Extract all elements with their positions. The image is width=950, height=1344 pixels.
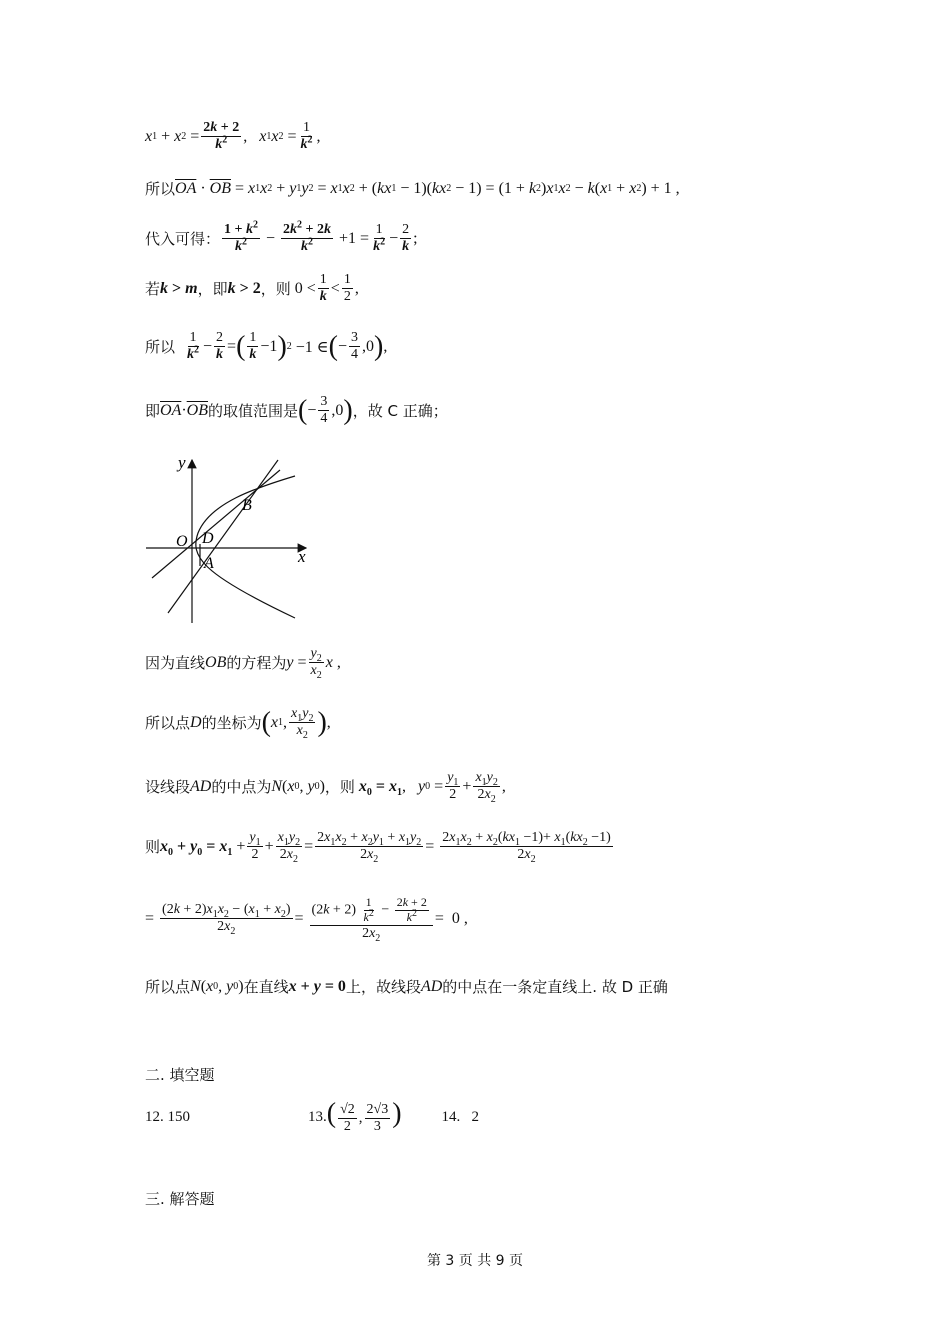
line-d-coordinate: 所以点 D 的坐标为 ( x 1 , $\frac{x_1y_2}{x_2}$ ) ,: [145, 706, 331, 741]
section-title-fill: 二. 填空题: [145, 1066, 215, 1084]
answer-14-num: 14.: [441, 1109, 461, 1126]
answer-12-num: 12.: [145, 1109, 164, 1126]
line-midpoint: 设线段 AD 的中点为 N ( x 0 , y 0 ) ，则 $x_0 = x_1$ , y 0 = $\frac{y_1}{2}$ + $\frac{x_1y_2}{2x_2}$ ,: [145, 770, 506, 805]
line-ob-equation: 因为直线 OB 的方程为 y = $\frac{y_2}{x_2}$ x ,: [145, 646, 341, 681]
line-sum-x0-y0: 则 $x_0 + y_0 = x_1$ + $\frac{y_1}{2}$ + $\frac{x_1y_2}{2x_2}$ = $\frac{2x_1x_2 + x_2y_1 + x_1y_2}{2x_2}$ = $\frac{2x_1x_2 + x_2(kx_1 -1)+ x_1(kx_2 -1)}{2x_2}$: [145, 830, 611, 865]
section-title-solve: 三. 解答题: [145, 1190, 215, 1208]
line-ob: [152, 470, 280, 578]
label-d: D: [202, 530, 214, 547]
line-range-calc: 所以 $\frac{1}{k^2}$ − $\frac{2}{k}$ = ( $\frac{1}{k}$ −1 ) 2 −1 ∈ ( − $\frac{3}{4}$ ,0 ) ,: [145, 330, 388, 363]
label-y: y: [178, 453, 186, 472]
answer-14-val: 2: [471, 1109, 480, 1126]
line-substitute: 代入可得： $\frac{1 + k^2}{k^2}$ − $\frac{2k^2 + 2k}{k^2}$ +1 = $\frac{1}{k^2}$ − $\frac{2}{k}$ ;: [145, 219, 418, 255]
label-a: A: [204, 555, 214, 572]
page-footer: 第 3 页 共 9 页: [426, 1253, 524, 1269]
line-dot-product: 所以 $\overline{OA}$ · $\overline{OB}$ = x 1 x 2 + y 1 y 2 = x 1 x 2 + ( kx 1 − 1)( kx 2 − 1) = (1 + k 2 ) x 1 x 2 − k ( x 1 + x 2 ) + 1 ,: [145, 179, 680, 198]
label-x: x: [298, 547, 306, 566]
answer-13-val: ( $\frac{√2}{2}$ , $\frac{2√3}{3}$ ): [326, 1098, 402, 1135]
answers-row: [145, 1100, 479, 1135]
label-b: B: [242, 497, 252, 514]
answer-12-val: 150: [167, 1109, 190, 1126]
line-conclusion-d: 所以点 N ( x 0 , y 0 ) 在直线 x + y = 0 上，故线段 AD 的中点在一条定直线上. 故 D 正确: [145, 977, 668, 996]
line-condition: 若 k > m ，即 k > 2 ，则 0 < $\frac{1}{k}$ < $\frac{1}{2}$ ,: [145, 272, 359, 305]
line-range-result: 即 $\overline{OA}$ · $\overline{OB}$ 的取值范围是 ( − $\frac{3}{4}$ ,0 ) ，故 C 正确；: [145, 394, 448, 427]
answer-13-num: 13.: [308, 1109, 327, 1126]
line-sum-product: x 1 + x 2 = $\frac{2k + 2}{k^2}$ , x 1 x 2 = $\frac{1}{k^2}$ ,: [145, 120, 321, 153]
label-o: O: [176, 533, 188, 550]
line-result-zero: = $\frac{(2k + 2)x_1x_2 - (x_1 + x_2)}{2x_2}$ = (2k + 2) $\frac{1}{k^2}$ − $\frac{2k + 2}{k^2}$ $2x_2$ = 0 ,: [145, 895, 468, 944]
parabola-figure: [140, 448, 320, 628]
